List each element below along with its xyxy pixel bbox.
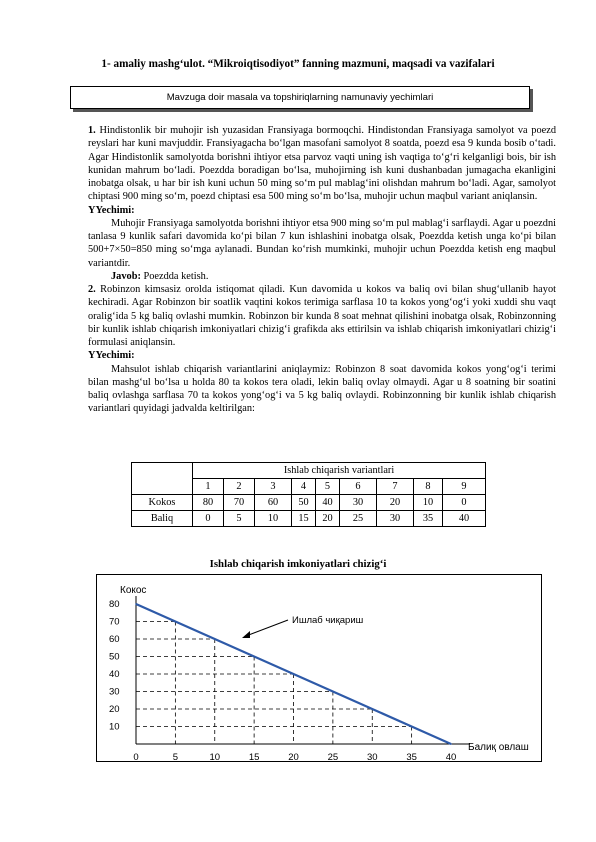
table-cell: 60 [255, 495, 292, 511]
table-cell: 50 [292, 495, 316, 511]
x-axis-label: Балиқ овлаш [468, 742, 529, 753]
y-tick-label: 70 [109, 616, 120, 628]
problem1-answer: Javob: Poezdda ketish. [111, 270, 209, 282]
ppf-point [332, 691, 334, 693]
table-cell: 40 [316, 495, 340, 511]
ppf-point [135, 603, 137, 605]
table-cell: 0 [193, 511, 224, 527]
table-col-header: 6 [340, 479, 377, 495]
table-col-header: 8 [414, 479, 443, 495]
table-cell: 10 [414, 495, 443, 511]
ppf-point [411, 726, 413, 728]
y-tick-label: 20 [109, 704, 120, 715]
x-tick-label: 0 [133, 752, 139, 762]
table-cell: 15 [292, 511, 316, 527]
x-tick-label: 20 [288, 752, 299, 762]
ppf-point [371, 708, 373, 710]
chart-frame [97, 575, 542, 762]
problem1-solution: Muhojir Fransiyaga samolyotda borishni ihtiyor etsa 900 ming so‘m pul mablag‘i sarflaydi. Agar u poezdni tanlasa 9 kunlik safari davomida ko‘pi bilan 7 kun ishlashini inobatga olsak, Poezdda ketish unga ko‘pi bilan 500+7×50=850 ming so‘mga aylanadi. Bundan ko‘rish mumkinki, muhojir uchun Poezdda ketish eng maqbul variantdir. [88, 217, 556, 269]
table-cell: 25 [340, 511, 377, 527]
x-tick-label: 30 [366, 752, 378, 762]
table-header: Ishlab chiqarish variantlari [193, 463, 486, 479]
x-tick-label: 35 [406, 752, 417, 762]
chart-title: Ishlab chiqarish imkoniyatlari chizig‘i [209, 558, 387, 570]
page-heading: 1- amaliy mashg‘ulot. “Mikroiqtisodiyot” fanning mazmuni, maqsadi va vazifalari [101, 58, 495, 70]
row-label: Kokos [132, 495, 193, 511]
x-tick-label: 5 [172, 752, 179, 762]
table-col-header: 7 [377, 479, 414, 495]
ppf-annotation: Ишлаб чиқариш [292, 615, 364, 626]
x-tick-label: 10 [209, 752, 221, 762]
y-tick-label: 10 [109, 721, 120, 733]
problem1-number: 1. [88, 125, 96, 136]
ppf-point [293, 673, 295, 675]
y-tick-label: 60 [109, 634, 120, 645]
row-label: Baliq [132, 511, 193, 527]
y-tick-label: 80 [109, 599, 120, 610]
table-cell: 40 [443, 511, 486, 527]
table-corner-cell [132, 463, 193, 495]
table-cell: 10 [255, 511, 292, 527]
table-cell: 70 [224, 495, 255, 511]
y-axis-label: Кокос [120, 585, 147, 596]
ppf-chart-svg [96, 574, 542, 762]
ppf-point [214, 638, 216, 640]
table-cell: 0 [443, 495, 486, 511]
problem2-solution-label: YYechimi: [88, 350, 135, 362]
x-tick-label: 40 [445, 752, 457, 762]
table-row [132, 495, 486, 511]
table-cell: 30 [340, 495, 377, 511]
problem2-text: 2. Robinzon kimsasiz orolda istiqomat qiladi. Kun davomida u kokos va baliq ovi bilan shug‘ullanib hayot kechiradi. Agar Robinzon bir soatlik vaqtini kokos terimiga sarflasa 10 ta kokos yong‘og‘i yoki xuddi shu vaqt oralig‘ida 5 kg baliq ovlashi mumkin. Robinzon bir kunda 8 soat mehnat qilishini inobatga olsak, Robinzonning bir kunlik ishlab chiqarish imkoniyatlari chizig‘i grafikda aks ettirilsin va ishlab chiqarish imkoniyatlari chizig‘i formulasi aniqlansin. [88, 284, 556, 348]
table-col-header: 2 [224, 479, 255, 495]
section-banner: Mavzuga doir masala va topshiriqlarning namunaviy yechimlari [70, 86, 530, 109]
table-cell: 30 [377, 511, 414, 527]
y-tick-label: 30 [109, 686, 120, 698]
table-cell: 35 [414, 511, 443, 527]
ppf-point [450, 743, 452, 745]
x-tick-label: 25 [327, 752, 339, 762]
y-tick-label: 50 [109, 651, 120, 663]
ppf-point [175, 621, 177, 623]
table-col-header: 4 [292, 479, 316, 495]
table-col-header: 9 [443, 479, 486, 495]
table-row [132, 511, 486, 527]
problem2-solution: Mahsulot ishlab chiqarish variantlarini aniqlaymiz: Robinzon 8 soat davomida kokos yong‘og‘i terimi bilan mashg‘ul bo‘lsa u holda 80 ta kokos tera oladi, lekin baliq ovlay olmaydi. Agar u 8 soatning bir soatini baliq ovlashga sarflasa 70 ta kokos yong‘og‘i va 5 kg baliq ovlaydi. Robinzonning bir kunlik ishlab chiqarish variantlari quyidagi jadvalda keltirilgan: [88, 363, 556, 415]
problem1-text: 1. Hindistonlik bir muhojir ish yuzasidan Fransiyaga bormoqchi. Hindistondan Fransiyaga samolyot va poezd reyslari har kuni mavjuddir. Fransiyagacha bo‘lgan masofani samolyot 8 soatda, poezd esa 9 kunda bosib o‘tadi. Agar Hindistonlik samolyotda borishni ihtiyor etsa parvoz vaqti uning ish vaqtiga to‘g‘ri kelganligi bois, bir ish kunidan mahrum bo‘ladi. Poezdda boradigan bo‘lsa, muhojirning ish kuni dushanbadan jumagacha ekanligini inobatga olsak, u har bir ish kuni uchun 50 ming so‘m pul mablag‘ini olishdan mahrum bo‘ladi. Agar, samolyot chiptasi 900 ming so‘m, poezd chiptasi esa 500 ming so‘m bo‘lsa, muhojir uchun maqbul variant aniqlansin. [88, 125, 556, 203]
ppf-chart [96, 574, 542, 762]
y-tick-label: 40 [109, 669, 120, 680]
table-col-header: 3 [255, 479, 292, 495]
x-tick-label: 15 [248, 752, 260, 762]
production-variants-table [131, 462, 486, 527]
content [88, 124, 556, 416]
table-col-header: 5 [316, 479, 340, 495]
table-cell: 20 [377, 495, 414, 511]
table-cell: 5 [224, 511, 255, 527]
ppf-point [253, 656, 255, 658]
table-cell: 80 [193, 495, 224, 511]
problem1-solution-label: YYechimi: [88, 204, 135, 216]
table-col-header: 1 [193, 479, 224, 495]
problem2-number: 2. [88, 284, 96, 295]
table-cell: 20 [316, 511, 340, 527]
